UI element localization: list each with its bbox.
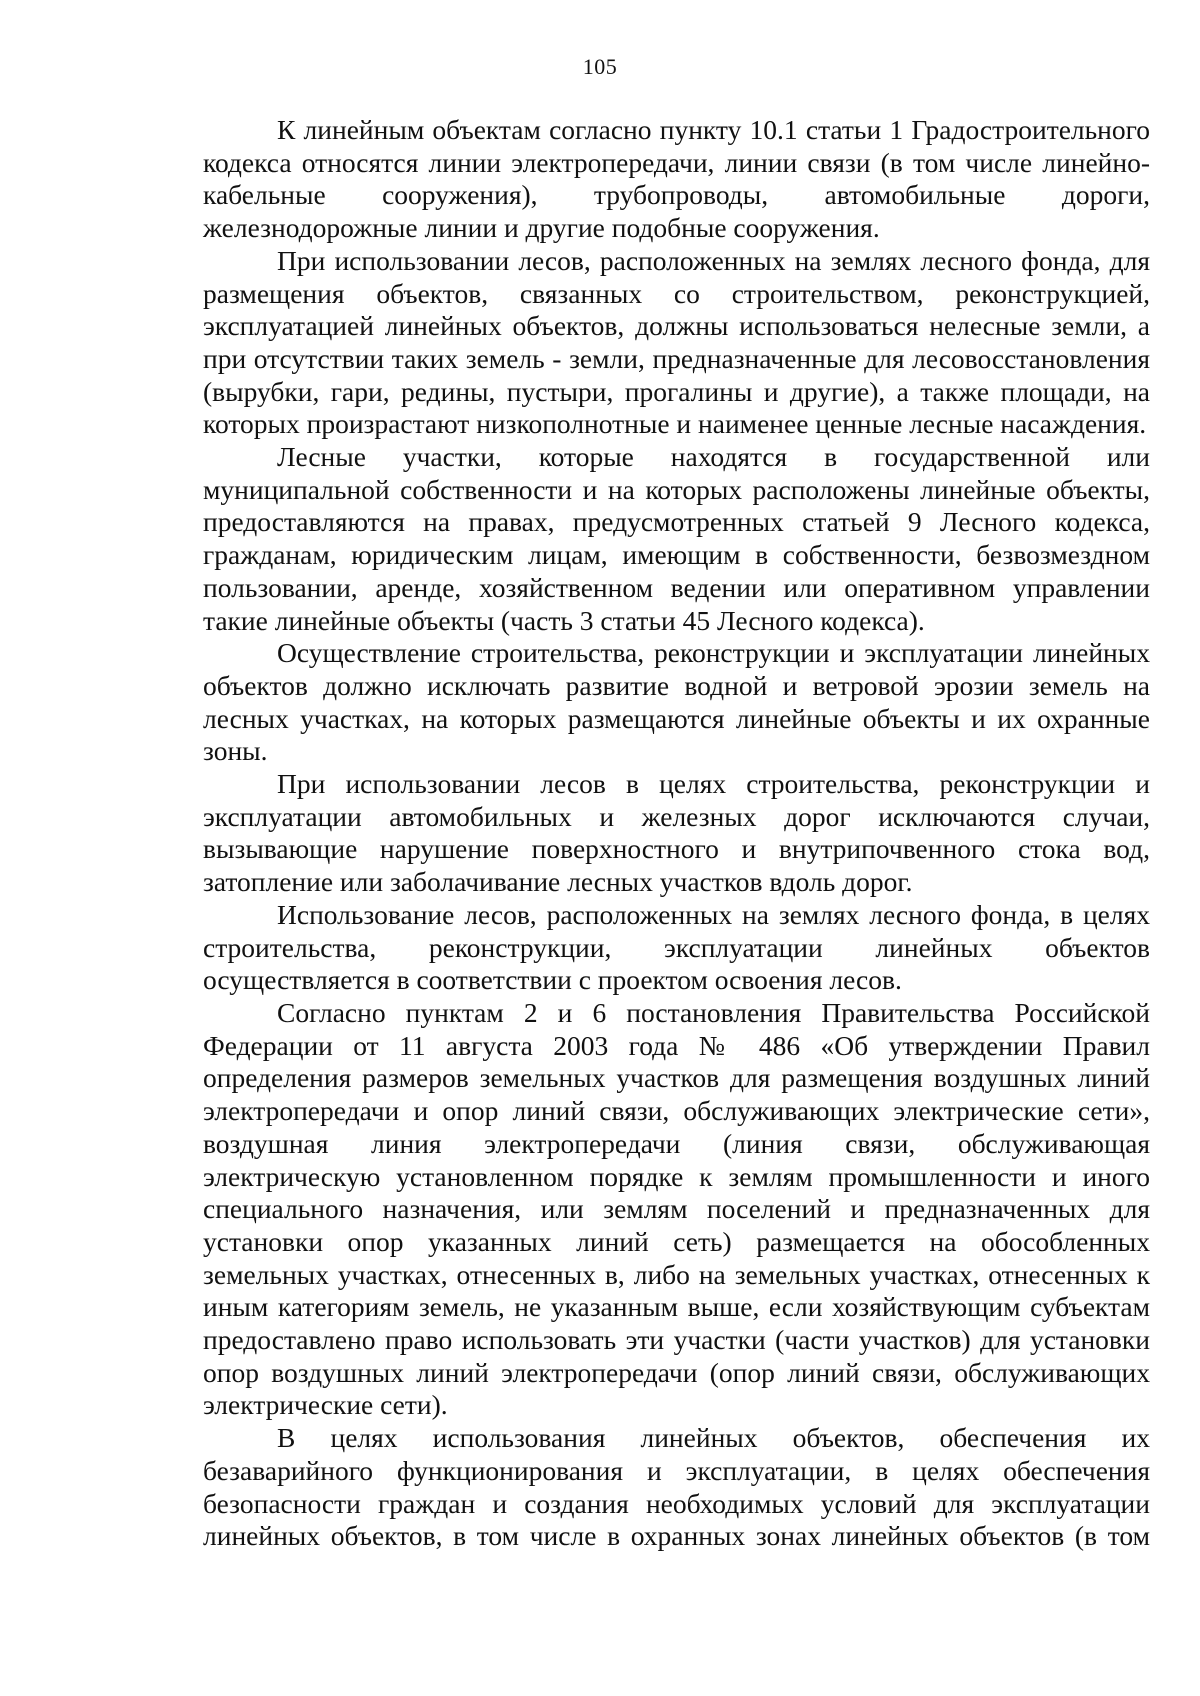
paragraph-safety-of-linear-objects: В целях использования линейных объектов, обеспечения их безаварийного функционирования и эксплуатации, в целях обеспечения безопасности граждан и создания необходимых условий для эксплуатации линейных объектов, в том числе в охранных зонах линейных объектов (в том [203, 1422, 1150, 1552]
paragraph-forest-development-project: Использование лесов, расположенных на землях лесного фонда, в целях строительства, реконструкции, эксплуатации линейных объектов осуществляется в соответствии с проектом освоения лесов. [203, 898, 1150, 996]
paragraph-forest-plots-rights: Лесные участки, которые находятся в государственной или муниципальной собственности и на которых расположены линейные объекты, предоставляются на правах, предусмотренных статьей 9 Лесного кодекса, гражданам, юридическим лицам, имеющим в собственности, безвозмездном пользовании, аренде, хозяйственном ведении или оперативном управлении такие линейные объекты (часть 3 статьи 45 Лесного кодекса). [203, 441, 1150, 636]
paragraph-roads-water-runoff: При использовании лесов в целях строительства, реконструкции и эксплуатации автомобильных и железных дорог исключаются случаи, вызывающие нарушение поверхностного и внутрипочвенного стока вод, затопление или заболачивание лесных участков вдоль дорог. [203, 768, 1150, 898]
paragraph-government-decree-486: Согласно пунктам 2 и 6 постановления Правительства Российской Федерации от 11 августа 2003 года № 486 «Об утверждении Правил определения размеров земельных участков для размещения воздушных линий электропередачи и опор линий связи, обслуживающих электрические сети», воздушная линия электропередачи (линия связи, обслуживающая электрическую установленном порядке к землям промышленности и иного специального назначения, или землям поселений и предназначенных для установки опор указанных линий сеть) размещается на обособленных земельных участках, отнесенных в, либо на земельных участках, отнесенных к иным категориям земель, не указанным выше, если хозяйствующим субъектам предоставлено право использовать эти участки (части участков) для установки опор воздушных линий электропередачи (опор линий связи, обслуживающих электрические сети). [203, 996, 1150, 1421]
paragraph-erosion-prevention: Осуществление строительства, реконструкции и эксплуатации линейных объектов должно исключать развитие водной и ветровой эрозии земель на лесных участках, на которых размещаются линейные объекты и их охранные зоны. [203, 637, 1150, 767]
page-number: 105 [582, 54, 618, 79]
paragraph-land-use-for-linear-objects: При использовании лесов, расположенных на землях лесного фонда, для размещения объектов, связанных со строительством, реконструкцией, эксплуатацией линейных объектов, должны использоваться нелесные земли, а при отсутствии таких земель - земли, предназначенные для лесовосстановления (вырубки, гари, редины, пустыри, прогалины и другие), а также площади, на которых произрастают низкополнотные и наименее ценные лесные насаждения. [203, 244, 1150, 440]
document-body [203, 114, 1150, 1553]
paragraph-linear-objects-definition: К линейным объектам согласно пункту 10.1 статьи 1 Градостроительного кодекса относятся линии электропередачи, линии связи (в том числе линейно-кабельные сооружения), трубопроводы, автомобильные дороги, железнодорожные линии и другие подобные сооружения. [203, 114, 1150, 244]
